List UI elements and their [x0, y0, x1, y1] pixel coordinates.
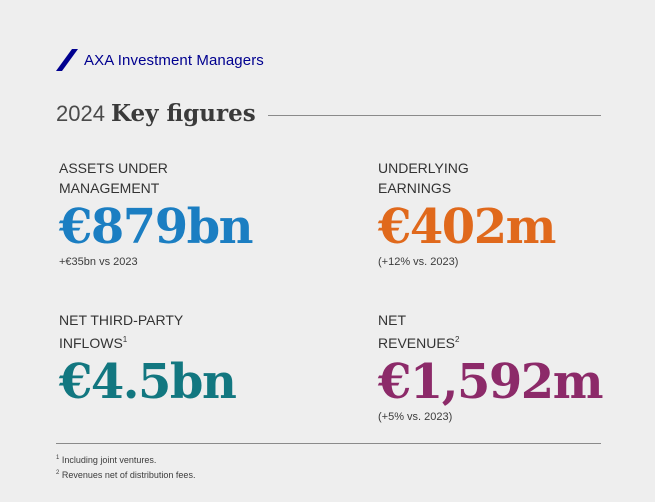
metric-label [378, 310, 602, 353]
footnote-ref: 2 [455, 335, 460, 344]
title-year: 2024 [56, 100, 105, 126]
metric-value: €1,592m [378, 354, 602, 410]
title-text: Key figures [110, 100, 256, 127]
metric-note: (+5% vs. 2023) [378, 411, 453, 423]
metric-note: (+12% vs. 2023) [378, 256, 459, 268]
metric-label-line1: ASSETS UNDER [59, 160, 168, 176]
metric-value: €402m [378, 199, 555, 255]
metric-label [59, 310, 235, 353]
title-divider [268, 115, 601, 116]
metric-label-line1: NET [378, 312, 406, 328]
metric-label-line2: REVENUES$^2$ [378, 335, 460, 351]
metric-assets-under-management [59, 158, 252, 268]
metric-label-line2: INFLOWS$^1$ [59, 335, 128, 351]
brand-logo [56, 49, 264, 71]
metric-net-third-party-inflows [59, 310, 235, 409]
metric-label-line2: EARNINGS [378, 180, 452, 196]
footnote-1: $^1$ Including joint ventures. [56, 455, 157, 465]
brand-name: AXA Investment Managers [84, 51, 264, 69]
metric-label-line1: UNDERLYING [378, 160, 469, 176]
metric-value: €879bn [59, 199, 253, 255]
footnote-2: $^2$ Revenues net of distribution fees. [56, 470, 196, 480]
metric-label-line1: NET THIRD-PARTY [59, 312, 184, 328]
metric-label [59, 158, 252, 198]
metric-label [378, 158, 555, 198]
metric-net-revenues [378, 310, 602, 423]
page-title [56, 100, 601, 127]
metric-underlying-earnings [378, 158, 555, 268]
metric-label-line2: MANAGEMENT [59, 180, 160, 196]
footnote-ref: 1 [122, 335, 128, 344]
footnotes [56, 452, 195, 482]
axa-slash-icon [56, 49, 78, 71]
metric-note: +€35bn vs 2023 [59, 256, 138, 268]
footnote-divider [56, 443, 601, 444]
metric-value: €4.5bn [59, 354, 236, 410]
